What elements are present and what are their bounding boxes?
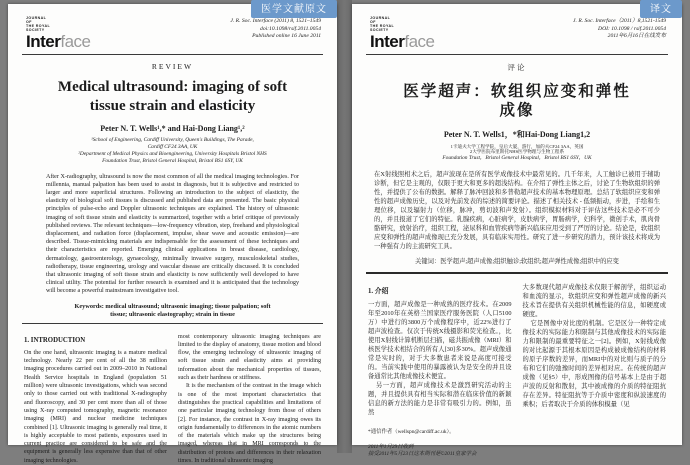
- translation-paper-page: [352, 4, 682, 457]
- citation-block: [573, 18, 666, 41]
- journal-name: [26, 33, 90, 50]
- body-column-2: [178, 333, 321, 465]
- authors-line: Peter N. T. Wells¹,* and Hai-Dong Liang¹,²: [100, 123, 245, 133]
- body-column-1: [368, 283, 512, 458]
- accepted-date: 接受2011年5月23日这本期刊是©2011皇家学会: [368, 450, 477, 457]
- section-heading: 1. 介绍: [368, 287, 389, 295]
- journal-masthead: [26, 16, 90, 32]
- abstract-text: After X-radiography, ultrasound is now the most common of all the medical imaging technologies. For millennia, manual palpation has been used to assist in diagnosis, but it is subjective and restricted to larger and more superficial structures. Following an introduction to the subject of elasticity, the elasticity of biological soft tissues is discussed and published data are presented. The basic physical principles of pulse-echo and Doppler ultrasonic techniques are explained. The history of ultrasonic imaging of soft tissue strain and elasticity is summarized, together with a brief critique of previously published reviews. The relevant techniques—low-frequency vibration, step, freehand and physiological displacement, and radiation force (displacement, impulse, shear wave and acoustic emission)—are described. Tissue-mimicking materials are indispensable for the assessment of these techniques and their characteristics are reported. Emerging clinical applications in breast disease, cardiology, dermatology, gastroenterology, gynaecology, minimally invasive surgery, musculoskeletal studies, radiotherapy, tissue engineering, urology and vascular disease are critically discussed. It is concluded that ultrasonic imaging of soft tissue strain and elasticity is now sufficiently well developed to have clinical utility. The potential for further research is examined and it is anticipated that the technology will become a powerful mainstream investigative tool.: [46, 173, 299, 295]
- paper-title: Medical ultrasound: imaging of soft tissue strain and elasticity: [57, 79, 288, 114]
- affiliation-line: Cardiff CF24 3AA, UK: [147, 143, 198, 150]
- affiliation-line: 1卡迪夫大学工程学院，皇后大厦，游行，加的夫CF24 3AA，英国: [450, 143, 584, 149]
- paper-header: [368, 16, 666, 50]
- affiliation-line: 2大学医院布里斯托NHS医学物理与生物工程系: [469, 149, 565, 155]
- body-paragraph: It is the mechanism of the contrast in the image which is one of the most important characteristics that distinguishes the practical capabilities and limitations of one particular imaging technology from those of others [2]. For instance, the contrast in X-ray imaging owes its origin fundamentally to differences in the atomic numbers of the materials which make up the structures being imaged, whereas that in MRI corresponds to the distribution of protons and differences in their relaxation times. In traditional ultrasonic imaging: [178, 383, 321, 464]
- paper-header: [24, 16, 321, 50]
- masthead-line: JOURNAL: [370, 16, 391, 20]
- masthead-line: SOCIETY: [26, 28, 45, 32]
- masthead-line: THE ROYAL: [26, 24, 51, 28]
- citation-line: J. R. Soc. Interface (2011) 8, 1521–1549: [230, 18, 321, 24]
- body-columns: [368, 283, 666, 458]
- body-paragraph: most contemporary ultrasonic imaging techniques are limited to the display of anatomy, tissue motion and blood flow, the emerging technology of ultrasonic imaging of soft tissue strain and elasticity aims at providing information about the mechanical properties of tissues, such as their hardness or stiffness.: [178, 333, 321, 382]
- journal-name: [370, 33, 434, 50]
- citation-published: Published online 16 June 2011: [252, 33, 321, 39]
- affiliation-line: ²Department of Medical Physics and Bioengineering, University Hospitals Bristol NHS: [78, 150, 267, 157]
- abstract-text: 在X射线照相术之后，超声波现在是所有医学成像技术中最常见的。几千年来，人工触诊已被用于辅助诊断，但它是主观的，仅限于更大和更多的超浅结构。在介绍了弹性主体之后，讨论了生物软组织的弹性，并提供了公布的数据。解释了脉冲回波和多普勒超声技术的基本物理原理。总结了软组织应变和弹性的超声成像历史，以及对先前发表的综述的简要评论。描述了相关技术 - 低频振动，步进，手绘和生理位移，以及辐射力（位移，脉冲，剪切波和声发射）。组织模拟材料对于评估这些技术是必不可少的，并且报道了它们的特征。乳腺疾病，心脏病学，皮肤病学，胃肠病学，妇科学，微创手术，肌肉骨骼研究，放射治疗，组织工程，泌尿科和血管疾病等新兴临床应用受到了严厉的讨论。结论是，软组织应变和弹性的超声成像现已充分发展，具有临床实用性。研究了进一步研究的潜力，预计该技术将成为一种强有力的主流研究工具。: [374, 170, 660, 250]
- body-paragraph: On the one hand, ultrasonic imaging is a mature medical technology. Nearly 22 per cent of all the 38 million imaging procedures carried out in 2009–2010 in National Health Service hospitals in England (population 51 million) were ultrasonic investigations, which was second only to those carried out with traditional X-radiography and fluoroscopy, and 30 per cent more than all of those using X-ray computed tomography, magnetic resonance imaging (MRI) and nuclear medicine techniques combined [1]. Ultrasonic imaging is generally real time, it is highly acceptable to most patients, exposures used in current practice are considered to be safe and the equipment is generally less expensive than that of other imaging technologies.: [24, 349, 167, 464]
- section-rule: [366, 272, 668, 274]
- citation-doi: DOI: 10.1098 / rsif.2011.0054: [598, 25, 666, 32]
- section-rule: [22, 323, 323, 324]
- journal-name-bold: Inter: [26, 32, 61, 51]
- journal-name-light: face: [60, 32, 91, 51]
- masthead-line: SOCIETY: [370, 28, 389, 32]
- original-badge[interactable]: 医学文献原文: [251, 0, 337, 18]
- journal-name-bold: Inter: [370, 32, 405, 51]
- page-divider: [337, 0, 352, 453]
- article-type-label: 评论: [507, 63, 527, 72]
- affiliations-block: [24, 137, 321, 165]
- affiliation-line: ¹School of Engineering, Cardiff University, Queen's Buildings, The Parade,: [91, 136, 254, 143]
- header-rule: [366, 54, 668, 55]
- keywords-line: Keywords: medical ultrasound; ultrasonic imaging; tissue palpation; soft tissue; ultrasonic elastography; strain in tissue: [74, 302, 271, 318]
- masthead-line: THE ROYAL: [370, 24, 395, 28]
- article-type-label: REVIEW: [151, 62, 194, 71]
- citation-block: [230, 18, 321, 41]
- citation-line: J. R. Soc. Interface（2011）8,1521-1549: [573, 18, 666, 24]
- body-paragraph: 一方面，超声成像是一种成熟的医疗技术。在2009年至2010年在英格兰国家医疗服务医院（人口5100万）中进行的3800万个成像程序中，近22%进行了超声波检查。仅次于传统X线摄影和荧光检查。，比使用X射线计算机断层扫描，磁共振成像（MRI）和核医学技术相结合的所有人[30]多30%。超声成像通常是实时的，对于大多数患者来说是高度可接受的。当前实践中使用的暴露被认为是安全的并且设备通常比其他成像技术便宜。: [368, 300, 512, 380]
- paper-title: 医学超声：软组织应变和弹性成像: [403, 83, 631, 120]
- masthead-line: OF: [26, 20, 32, 24]
- journal-logo: [370, 16, 434, 50]
- body-paragraph: 另一方面，超声成像技术是激烈研究活动的主题，并且提供具有相当实际和潜在临床价值的新颖信息的新方法的能力是非常有吸引力的。例如，虽然: [368, 381, 512, 416]
- corresponding-author-footnote: *通信作者（wellspn@cardiff.ac.uk）。: [368, 428, 455, 435]
- body-columns: [24, 333, 321, 465]
- header-rule: [22, 54, 323, 55]
- affiliation-line: Foundation Trust，Bristol General Hospital，Bristol BS1 6SY，UK: [442, 154, 592, 161]
- keywords-line: 关键词：医学超声;超声成像;组织触诊;软组织;超声弹性成像;组织中的应变: [415, 257, 619, 265]
- journal-name-light: face: [404, 32, 435, 51]
- body-paragraph: 大多数现代超声成像技术仅限于解剖学，组织运动和血流的显示，软组织应变和弹性超声成像的新兴技术旨在提供有关组织机械性能的信息，如硬度或硬度。: [522, 283, 666, 318]
- authors-line: Peter N. T. Wells1，*和Hai-Dong Liang1,2: [443, 129, 591, 139]
- original-paper-page: [8, 4, 337, 464]
- journal-logo: [26, 16, 90, 50]
- section-heading: 1. INTRODUCTION: [24, 336, 86, 344]
- received-date: 2011年1月29日收到: [368, 443, 414, 450]
- affiliation-line: Foundation Trust, Bristol General Hospital, Bristol BS1 6SY, UK: [102, 157, 243, 164]
- citation-doi: doi:10.1098/rsif.2011.0054: [260, 25, 321, 32]
- journal-masthead: [370, 16, 434, 32]
- masthead-line: OF: [370, 20, 376, 24]
- affiliations-block: [368, 144, 666, 162]
- body-column-2: [523, 283, 667, 458]
- dates-block: [368, 444, 512, 458]
- citation-published: 2011年6月16日在线发布: [607, 33, 666, 39]
- body-paragraph: 它是图像中对比度的机制。它是区分一种特定成像技术的实际能力和限制与其他成像技术的实际能力和限制的最重要特征之一[2]。例如，X射线成像的对比起源于其根本原因是构成被成像结构的材料的原子序数的差异，而MRI中的对比则与质子的分布和它们的弛豫时间的差异相对应。在传统的超声成像（见§5）中，形成图像的信号基本上是由于超声波的反射和散射，其中被成像的介质的特征阻抗存在差异。特征阻抗等于介质中密度和纵波速度的乘积；后者取决于介质的体积模量（见: [522, 319, 666, 408]
- translation-badge[interactable]: 译文: [640, 0, 682, 18]
- body-column-1: [24, 333, 167, 465]
- masthead-line: JOURNAL: [26, 16, 47, 20]
